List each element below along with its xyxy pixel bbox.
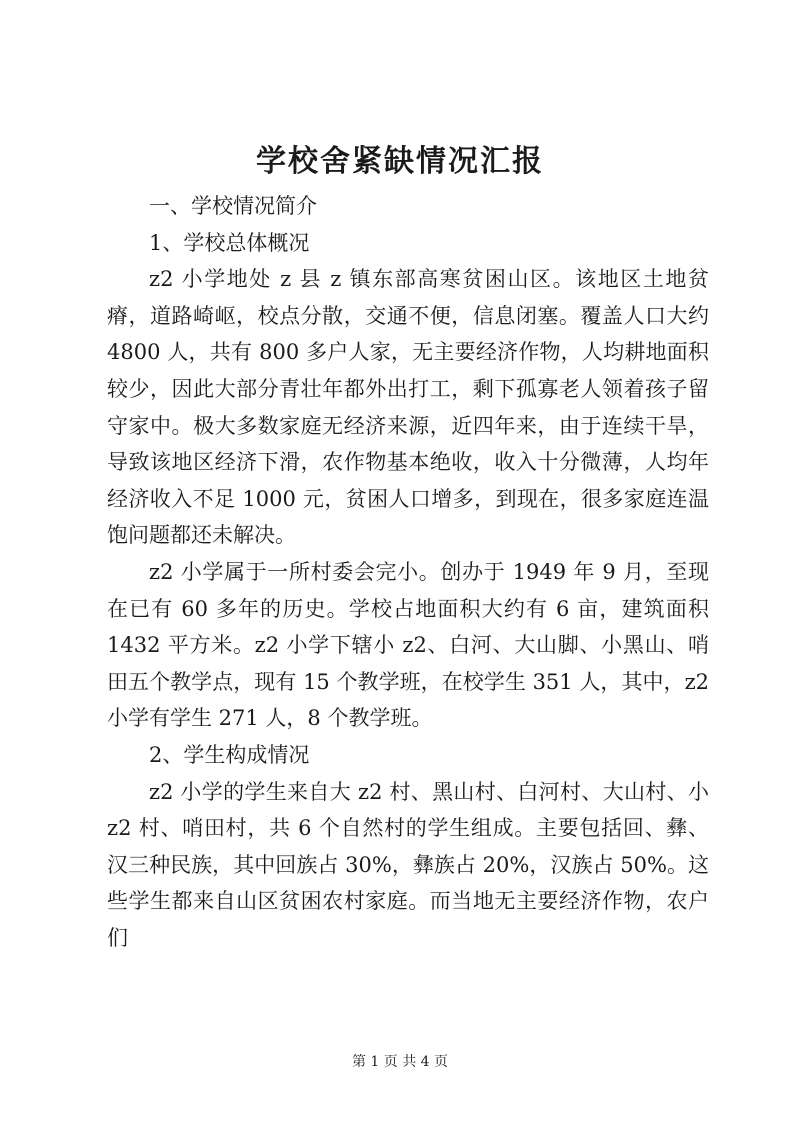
document-title: 学校舍紧缺情况汇报: [256, 144, 544, 179]
page-footer: 第 1 页 共 4 页: [351, 1054, 449, 1070]
subsection-heading-overview: 1、学校总体概况: [149, 230, 310, 255]
paragraph-student-composition: z2 小学的学生来自大 z2 村、黑山村、白河村、大山村、小 z2 村、哨田村，共 6 个自然村的学生组成。主要包括回、彝、汉三种民族，其中回族占 30%，彝族占 20%，汉族占 50%。这些学生都来自山区贫困农村家庭。而当地无主要经济作物，农户们: [107, 779, 709, 950]
paragraph-region-overview: z2 小学地处 z 县 z 镇东部高寒贫困山区。该地区土地贫瘠，道路崎岖，校点分散，交通不便，信息闭塞。覆盖人口大约 4800 人，共有 800 多户人家，无主要经济作物，人均耕地面积较少，因此大部分青壮年都外出打工，剩下孤寡老人领着孩子留守家中。极大多数家庭无经济来源，近四年来，由于连续干旱，导致该地区经济下滑，农作物基本绝收，收入十分微薄，人均年经济收入不足 1000 元，贫困人口增多，到现在，很多家庭连温饱问题都还未解决。: [107, 267, 709, 548]
paragraph-school-history: z2 小学属于一所村委会完小。创办于 1949 年 9 月，至现在已有 60 多年的历史。学校占地面积大约有 6 亩，建筑面积 1432 平方米。z2 小学下辖小 z2、白河、大山脚、小黑山、哨田五个教学点，现有 15 个教学班，在校学生 351 人，其中，z2 小学有学生 271 人，8 个教学班。: [107, 559, 709, 731]
document-body: [107, 188, 709, 956]
subsection-heading-students: 2、学生构成情况: [149, 742, 310, 767]
section-heading-intro: 一、学校情况简介: [149, 194, 317, 218]
